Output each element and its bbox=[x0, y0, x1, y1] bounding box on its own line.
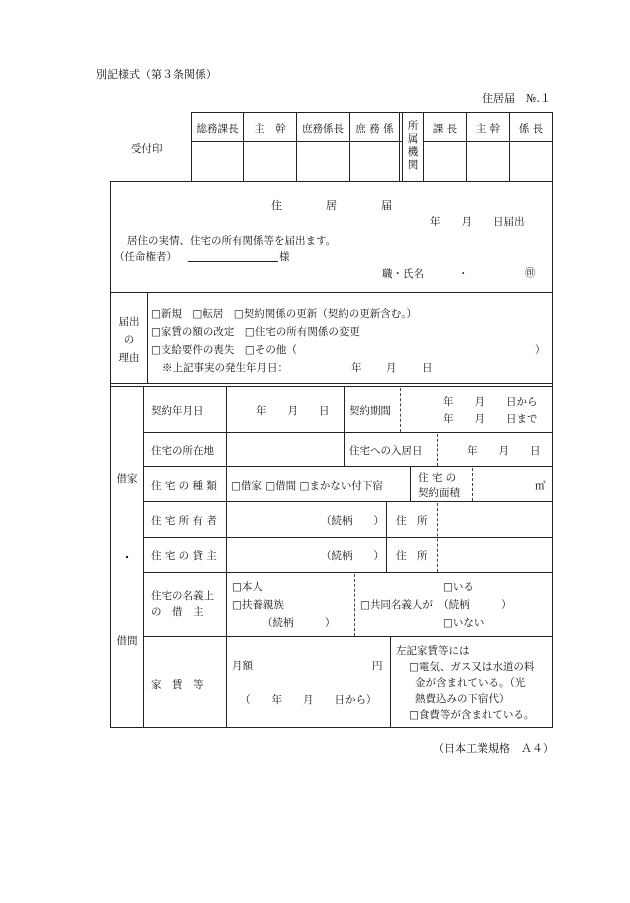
nominal-borrower-label-2: の 借 主 bbox=[151, 606, 204, 618]
side-label-rental-house: 借家 bbox=[116, 473, 138, 485]
rent-note-meals[interactable]: □食費等が含まれている。 bbox=[409, 709, 535, 721]
approval-col-general-affairs-chief: 総務課長 bbox=[196, 123, 239, 135]
lender-address-label: 住 所 bbox=[396, 550, 428, 562]
rent-monthly-label: 月額 bbox=[232, 660, 253, 672]
contract-area-label-1: 住 宅 の bbox=[418, 472, 457, 484]
contract-date-value[interactable]: 年 月 日 bbox=[256, 405, 330, 417]
reason-options-line3[interactable]: □支給要件の喪失 □その他（ bbox=[151, 344, 297, 356]
org-label: 所属機関 bbox=[407, 120, 419, 171]
joint-holder-label[interactable]: □共同名義人が （続柄 ） bbox=[360, 599, 512, 611]
approval-col-section-chief: 課 長 bbox=[432, 123, 458, 135]
declaration-statement: 居住の実情、住宅の所有関係等を届出ます。 bbox=[127, 235, 337, 247]
location-label: 住宅の所在地 bbox=[151, 445, 214, 457]
name-separator-dot: ・ bbox=[458, 268, 469, 280]
rent-note-utilities-2: 金が含まれている。（光 bbox=[415, 677, 526, 689]
reason-options-line1[interactable]: □新規 □転居 □契約関係の更新（契約の更新含む。） bbox=[151, 308, 418, 320]
owner-label: 住 宅 所 有 者 bbox=[151, 515, 217, 527]
joint-holder-no-option[interactable]: □いない bbox=[443, 617, 485, 629]
nominal-dependent-option[interactable]: □扶養親族 bbox=[232, 599, 284, 611]
occurrence-year: 年 bbox=[351, 362, 362, 374]
nominal-dependent-relationship[interactable]: （続柄 ） bbox=[262, 617, 336, 629]
nominal-borrower-label-1: 住宅の名義上 bbox=[151, 590, 214, 602]
contract-area-unit: ㎡ bbox=[535, 480, 546, 492]
side-label-dot: ・ bbox=[121, 552, 133, 564]
move-in-value[interactable]: 年 月 日 bbox=[467, 445, 541, 457]
contract-period-label: 契約期間 bbox=[349, 405, 391, 417]
contract-period-from[interactable]: 年 月 日から bbox=[443, 396, 538, 408]
document-title: 住 居 届 bbox=[271, 199, 392, 212]
receipt-stamp-label: 受付印 bbox=[131, 143, 163, 155]
reason-other-close: ） bbox=[535, 344, 546, 356]
reason-options-line2[interactable]: □家賃の額の改定 □住宅の所有関係の変更 bbox=[151, 326, 360, 338]
housing-type-options[interactable]: □借家 □借間 □まかない付下宿 bbox=[231, 480, 383, 492]
nominal-self-option[interactable]: □本人 bbox=[232, 581, 263, 593]
rent-note-utilities-1[interactable]: □電気、ガス又は水道の料 bbox=[409, 661, 535, 673]
contract-period-to[interactable]: 年 月 日まで bbox=[443, 413, 538, 425]
addressee-blank[interactable] bbox=[188, 261, 278, 262]
contract-date-label: 契約年月日 bbox=[151, 405, 204, 417]
joint-holder-yes-option[interactable]: □いる bbox=[443, 581, 474, 593]
rent-label: 家 賃 等 bbox=[151, 679, 204, 691]
owner-relationship[interactable]: （続柄 ） bbox=[321, 515, 384, 527]
addressee-suffix: 様 bbox=[279, 251, 290, 263]
housing-type-label: 住 宅 の 種 類 bbox=[151, 480, 217, 492]
reason-label-line2: の bbox=[123, 334, 135, 346]
paper-standard-note: （日本工業規格 Ａ４） bbox=[433, 742, 554, 755]
form-reference: 別記様式（第３条関係） bbox=[96, 68, 217, 81]
approval-col-unit-chief: 係 長 bbox=[518, 123, 544, 135]
name-label: 職・氏名 bbox=[382, 268, 424, 280]
lender-relationship[interactable]: （続柄 ） bbox=[321, 550, 384, 562]
owner-address-label: 住 所 bbox=[396, 515, 428, 527]
seal-mark: ㊞ bbox=[525, 267, 536, 279]
addressee-prefix: （任命権者） bbox=[114, 251, 177, 263]
move-in-label: 住宅への入居日 bbox=[349, 445, 423, 457]
rent-note-utilities-3: 熱費込みの下宿代） bbox=[415, 693, 510, 705]
occurrence-day: 日 bbox=[422, 362, 433, 374]
occurrence-month: 月 bbox=[386, 362, 397, 374]
lender-label: 住 宅 の 貸 主 bbox=[151, 550, 217, 562]
approval-col-director: 主 幹 bbox=[254, 123, 286, 135]
approval-col-clerical-chief: 庶務係長 bbox=[302, 123, 344, 135]
occurrence-date-label: ※上記事実の発生年月日： bbox=[162, 362, 288, 374]
reason-label-line3: 理由 bbox=[118, 352, 140, 364]
rent-effective-from[interactable]: （ 年 月 日から） bbox=[240, 694, 377, 706]
contract-area-label-2: 契約面積 bbox=[418, 487, 460, 499]
form-name-number: 住居届 №.１ bbox=[482, 92, 551, 105]
side-label-rental-room: 借間 bbox=[116, 635, 138, 647]
reason-label-line1: 届出 bbox=[118, 316, 140, 328]
approval-col-manager: 主 幹 bbox=[475, 123, 501, 135]
approval-col-clerical-staff: 庶 務 係 bbox=[355, 123, 394, 135]
rent-note-title: 左記家賃等には bbox=[396, 645, 470, 657]
submission-date: 年 月 日届出 bbox=[430, 216, 525, 228]
rent-yen-unit: 円 bbox=[372, 660, 383, 672]
